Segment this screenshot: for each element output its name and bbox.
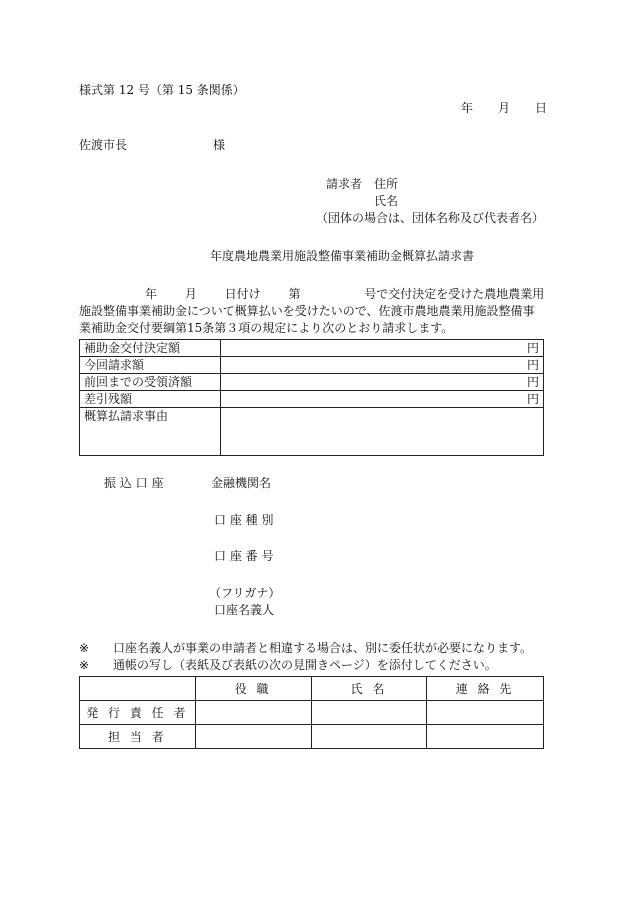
note-2-text: 通帳の写し（表紙及び表紙の次の見開きページ）を添付してください。 <box>113 658 497 672</box>
claimant-label: 請求者 <box>326 177 363 191</box>
contact-cell <box>195 701 311 725</box>
furigana-label: （フリガナ） <box>209 586 281 600</box>
body-line-1: 年 月 日付け 第 号で交付決定を受けた農地農業用 <box>145 287 545 301</box>
contact-cell <box>311 725 427 749</box>
amount-value-cell: 円 <box>220 340 543 357</box>
table-row <box>80 391 544 408</box>
amount-value-cell: 円 <box>220 374 543 391</box>
account-type-label: 口 座 種 別 <box>214 513 274 527</box>
table-row <box>80 408 544 456</box>
table-row <box>80 357 544 374</box>
contact-header-contact: 連 絡 先 <box>427 677 544 701</box>
table-row <box>80 701 544 725</box>
body-line-3: 業補助金交付要綱第15条第３項の規定により次のとおり請求します。 <box>79 321 454 335</box>
note-mark: ※ <box>79 641 90 655</box>
bank-name-label: 金融機関名 <box>211 476 272 490</box>
table-row <box>80 677 544 701</box>
contact-header-position: 役 職 <box>195 677 311 701</box>
table-row <box>80 374 544 391</box>
date-day-label: 日 <box>535 101 548 115</box>
contact-cell <box>311 701 427 725</box>
contact-row-issuer: 発 行 責 任 者 <box>80 701 196 725</box>
contact-table <box>79 676 544 749</box>
contact-row-person: 担 当 者 <box>80 725 196 749</box>
reason-label: 概算払請求事由 <box>80 408 221 456</box>
note-2 <box>79 657 497 673</box>
note-1-text: 口座名義人が事業の申請者と相違する場合は、別に委任状が必要になります。 <box>113 641 533 655</box>
account-number-label: 口 座 番 号 <box>214 549 274 563</box>
table-row <box>80 725 544 749</box>
date-year-label: 年 <box>461 101 474 115</box>
document-title: 年度農地農業用施設整備事業補助金概算払請求書 <box>210 249 475 263</box>
date-month-label: 月 <box>498 101 511 115</box>
amount-value-cell: 円 <box>220 357 543 374</box>
amount-value-cell: 円 <box>220 391 543 408</box>
account-holder-label: 口座名義人 <box>214 603 275 617</box>
amount-row-label: 前回までの受領済額 <box>80 374 221 391</box>
amount-row-label: 差引残額 <box>80 391 221 408</box>
bank-section-label: 振 込 口 座 <box>104 476 164 490</box>
contact-header-empty <box>80 677 196 701</box>
form-number: 様式第 12 号（第 15 条関係） <box>79 83 245 97</box>
addressee-name: 佐渡市長 <box>79 138 128 152</box>
table-row <box>80 340 544 357</box>
body-line-2: 施設整備事業補助金について概算払いを受けたいので、佐渡市農地農業用施設整備事 <box>79 304 535 318</box>
contact-cell <box>427 701 544 725</box>
contact-cell <box>427 725 544 749</box>
addressee-honorific: 様 <box>213 138 226 152</box>
contact-header-name: 氏 名 <box>311 677 427 701</box>
note-1 <box>79 640 532 656</box>
amount-row-label: 今回請求額 <box>80 357 221 374</box>
reason-value-cell <box>220 408 543 456</box>
claimant-note: （団体の場合は、団体名称及び代表者名） <box>316 211 545 225</box>
contact-cell <box>195 725 311 749</box>
claimant-address-label: 住所 <box>374 177 399 191</box>
note-mark: ※ <box>79 658 90 672</box>
amount-row-label: 補助金交付決定額 <box>80 340 221 357</box>
amount-table <box>79 339 544 456</box>
claimant-name-label: 氏名 <box>374 194 399 208</box>
